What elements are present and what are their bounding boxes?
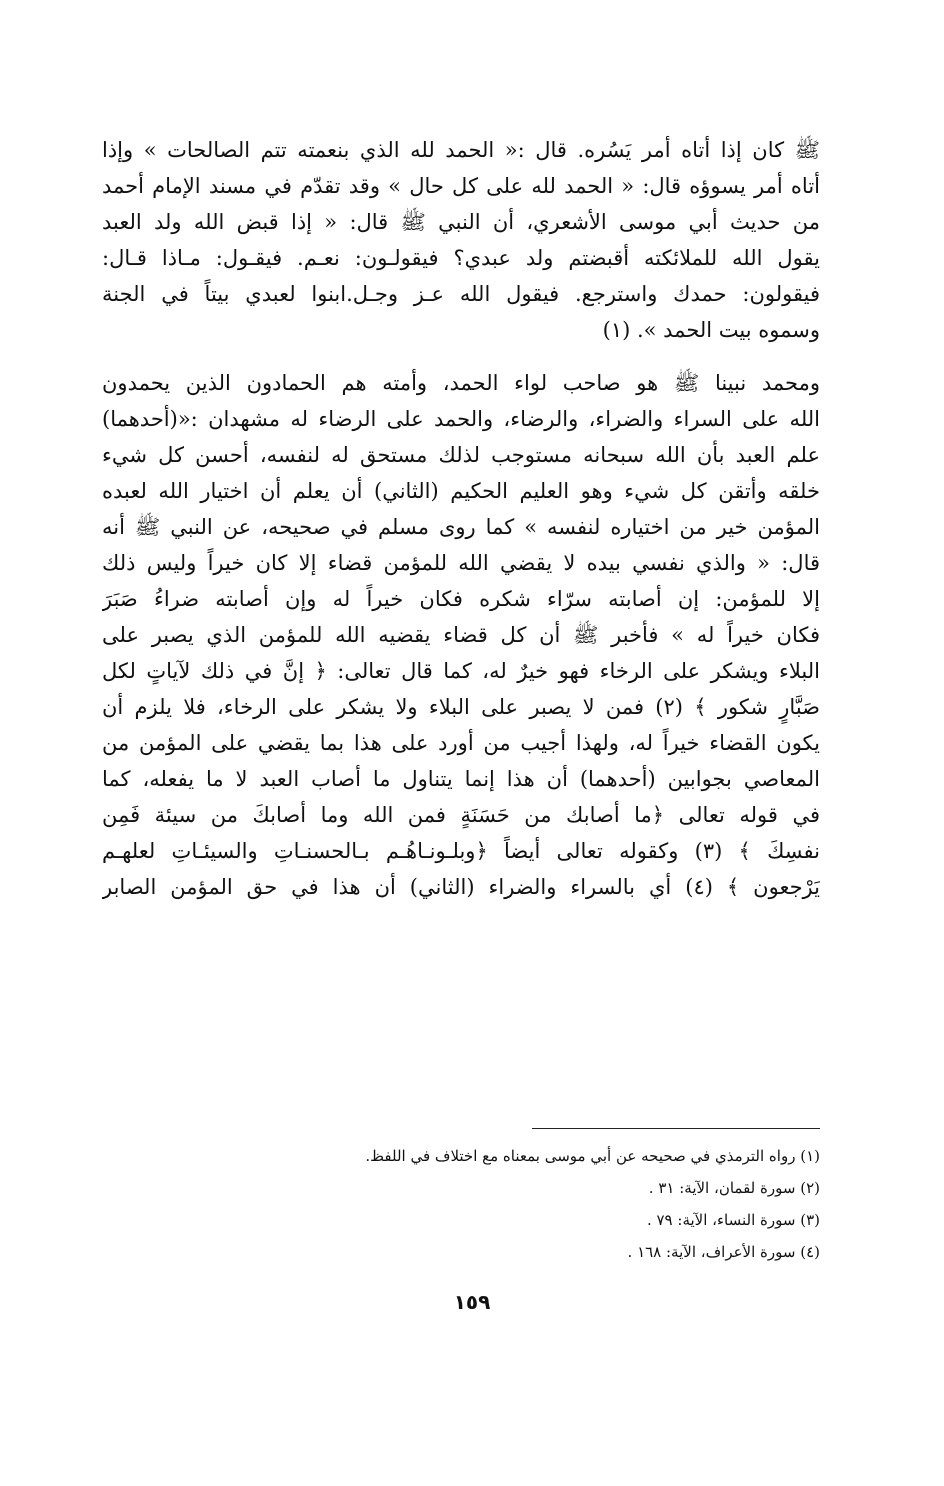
text-line: يقول الله للملائكته أقبضتم ولد عبدي؟ فيقولـون: نعـم. فيقـول: مـاذا قـال: [102, 246, 820, 270]
text-line: خلقه وأتقن كل شيء وهو العليم الحكيم (الثاني) أن يعلم أن اختيار الله لعبده [102, 479, 820, 503]
text-line: علم العبد بأن الله سبحانه مستوجب لذلك مستحق له لنفسه، أحسن كل شيء [102, 443, 820, 467]
main-text [102, 132, 820, 905]
text-line: ومحمد نبينا ﷺ هو صاحب لواء الحمد، وأمته هم الحمادون الذين يحمدون [102, 371, 820, 395]
paragraph-1 [102, 132, 820, 348]
paragraph-gap [102, 348, 820, 365]
text-line: قال: « والذي نفسي بيده لا يقضي الله للمؤمن قضاء إلا كان خيراً وليس ذلك [102, 551, 820, 575]
footnote-2: (٢) سورة لقمان، الآية: ٣١ . [648, 1179, 820, 1197]
text-line: يكون القضاء خيراً له، ولهذا أجيب من أورد على هذا بما يقضي على المؤمن من [102, 731, 820, 755]
footnote-4: (٤) سورة الأعراف، الآية: ١٦٨ . [627, 1243, 820, 1261]
text-line: إلا للمؤمن: إن أصابته سرّاء شكره فكان خيراً له وإن أصابته ضراءُ صَبَرَ [102, 587, 820, 611]
page-number: ١٥٩ [453, 1290, 491, 1314]
footnote-divider [532, 1128, 820, 1129]
footnote-3: (٣) سورة النساء، الآية: ٧٩ . [646, 1211, 820, 1229]
text-line: فيقولون: حمدك واسترجع. فيقول الله عـز وجـل.ابنوا لعبدي بيتاً في الجنة [102, 282, 820, 306]
text-line: في قوله تعالى ﴿ما أصابك من حَسَنَةٍ فمن الله وما أصابكَ من سيئة فَمِن [102, 803, 820, 827]
text-line: صَبَّارٍ شكور ﴾ (٢) فمن لا يصبر على البلاء ولا يشكر على الرخاء، فلا يلزم أن [102, 695, 820, 719]
text-line: أتاه أمر يسوؤه قال: « الحمد لله على كل حال » وقد تقدّم في مسند الإمام أحمد [102, 174, 820, 198]
footnote-1: (١) رواه الترمذي في صحيحه عن أبي موسى بمعناه مع اختلاف في اللفظ. [365, 1147, 820, 1165]
text-line: نفسِكَ ﴾ (٣) وكقوله تعالى أيضاً ﴿وبلـونـاهُـم بـالحسنـاتِ والسيئـاتِ لعلهـم [102, 839, 820, 863]
footnotes [365, 1140, 820, 1268]
text-line: يَرْجعون ﴾ (٤) أي بالسراء والضراء (الثاني) أن هذا في حق المؤمن الصابر [102, 875, 820, 899]
text-line: من حديث أبي موسى الأشعري، أن النبي ﷺ قال: « إذا قبض الله ولد العبد [102, 210, 820, 234]
text-line: الله على السراء والضراء، والرضاء، والحمد على الرضاء له مشهدان :«(أحدهما) [102, 407, 820, 431]
text-line: البلاء ويشكر على الرخاء فهو خيرٌ له، كما قال تعالى: ﴿ إنَّ في ذلك لآياتٍ لكل [102, 659, 820, 683]
text-line: المؤمن خير من اختياره لنفسه » كما روى مسلم في صحيحه، عن النبي ﷺ أنه [102, 515, 820, 539]
text-line: المعاصي بجوابين (أحدهما) أن هذا إنما يتناول ما أصاب العبد لا ما يفعله، كما [102, 767, 820, 791]
text-line: وسموه بيت الحمد ». (١) [602, 318, 820, 342]
paragraph-2 [102, 365, 820, 905]
text-line: ﷺ كان إذا أتاه أمر يَسُره. قال :« الحمد لله الذي بنعمته تتم الصالحات » وإذا [102, 138, 820, 162]
text-line: فكان خيراً له » فأخبر ﷺ أن كل قضاء يقضيه الله للمؤمن الذي يصبر على [102, 623, 820, 647]
